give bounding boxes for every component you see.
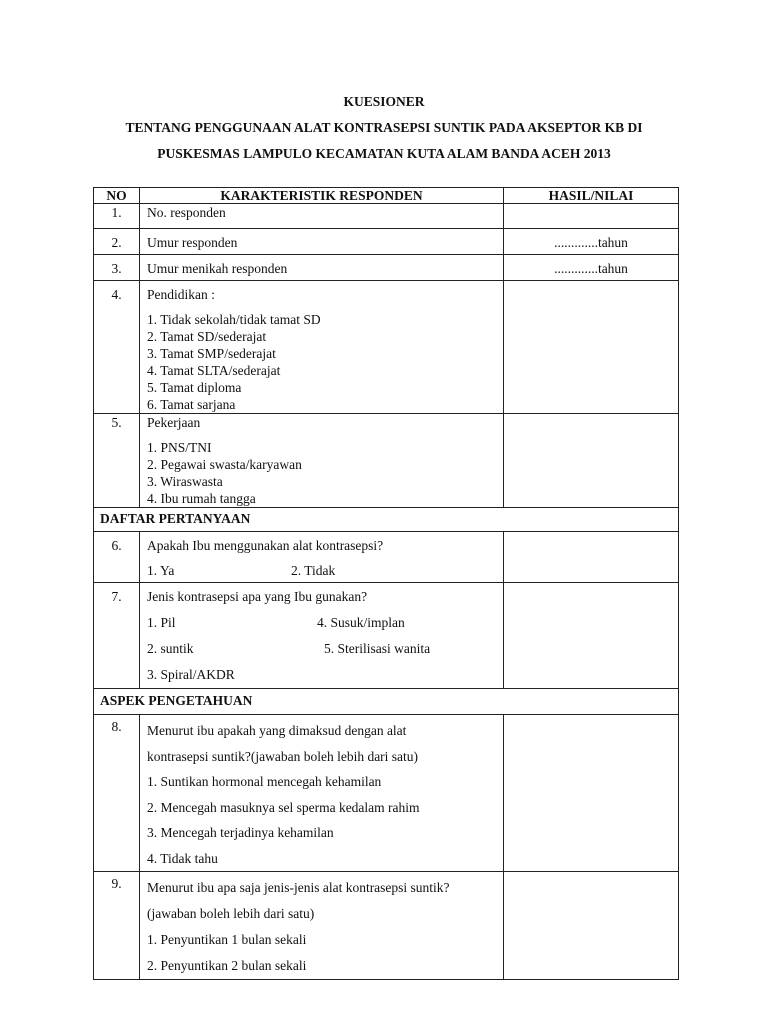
answer-cell[interactable]: .............tahun [504,229,679,255]
question-text: Jenis kontrasepsi apa yang Ibu gunakan? [147,589,368,604]
question-text: kontrasepsi suntik?(jawaban boleh lebih dari satu) [147,748,419,764]
row-number: 3. [94,255,140,281]
option-item: 3. Mencegah terjadinya kehamilan [147,825,334,840]
section-heading: DAFTAR PERTANYAAN [94,508,679,532]
answer-cell[interactable] [504,715,679,872]
answer-cell[interactable] [504,204,679,229]
question-text: Menurut ibu apakah yang dimaksud dengan alat [147,723,407,738]
doc-subtitle-1: TENTANG PENGGUNAAN ALAT KONTRASEPSI SUNTIK PADA AKSEPTOR KB DI [125,120,643,135]
table-row [94,414,679,508]
option-item: 4. Tidak tahu [147,850,218,866]
row-number: 6. [94,532,140,583]
col-result-header: HASIL/NILAI [504,188,679,204]
option-item: 2. suntik [147,641,194,656]
question-cell [140,583,504,689]
answer-cell[interactable] [504,414,679,508]
section-heading: ASPEK PENGETAHUAN [94,689,679,715]
question-cell [140,414,504,508]
option-item: 2. Tidak [291,563,336,578]
section-row [94,508,679,532]
question-text: Pekerjaan [147,415,201,430]
table-row [94,204,679,229]
answer-cell[interactable] [504,583,679,689]
question-cell [140,532,504,583]
doc-title: KUESIONER [343,94,425,109]
option-item: 3. Wiraswasta [147,474,223,489]
question-text: Menurut ibu apa saja jenis-jenis alat kontrasepsi suntik? [147,880,450,895]
answer-cell[interactable] [504,281,679,414]
option-item: 1. Suntikan hormonal mencegah kehamilan [147,774,382,789]
option-item: 3. Tamat SMP/sederajat [147,346,276,361]
option-item: 1. Ya [147,563,175,578]
row-number: 9. [94,872,140,980]
row-number: 8. [94,715,140,872]
option-item: 2. Tamat SD/sederajat [147,329,267,344]
option-item: 4. Tamat SLTA/sederajat [147,363,281,378]
row-number: 2. [94,229,140,255]
option-item: 5. Tamat diploma [147,380,242,395]
answer-cell[interactable]: .............tahun [504,255,679,281]
option-item: 2. Pegawai swasta/karyawan [147,457,302,472]
section-row [94,689,679,715]
table-row [94,715,679,872]
question-text: Apakah Ibu menggunakan alat kontrasepsi? [147,538,384,553]
row-number: 5. [94,414,140,508]
option-item: 1. Penyuntikan 1 bulan sekali [147,932,307,947]
col-characteristics-header: KARAKTERISTIK RESPONDEN [140,188,504,204]
col-no-header: NO [94,188,140,204]
option-item: 5. Sterilisasi wanita [324,641,431,656]
option-item: 1. Tidak sekolah/tidak tamat SD [147,312,321,327]
question-text: No. responden [140,204,504,229]
table-row [94,229,679,255]
option-item: 4. Ibu rumah tangga [147,491,256,506]
option-item: 6. Tamat sarjana [147,397,236,412]
row-number: 4. [94,281,140,414]
table-row [94,583,679,689]
option-item: 4. Susuk/implan [317,615,405,630]
table-row [94,872,679,980]
question-cell [140,715,504,872]
option-item: 2. Penyuntikan 2 bulan sekali [147,958,307,973]
table-row [94,281,679,414]
question-text: (jawaban boleh lebih dari satu) [147,906,315,921]
option-item: 1. Pil [147,615,176,630]
question-cell [140,872,504,980]
answer-cell[interactable] [504,532,679,583]
table-row [94,532,679,583]
row-number: 1. [94,204,140,229]
question-cell [140,281,504,414]
question-text: Umur menikah responden [140,255,504,281]
row-number: 7. [94,583,140,689]
table-header-row [94,188,679,204]
doc-subtitle-2: PUSKESMAS LAMPULO KECAMATAN KUTA ALAM BANDA ACEH 2013 [157,146,611,161]
option-item: 1. PNS/TNI [147,440,212,455]
option-item: 2. Mencegah masuknya sel sperma kedalam rahim [147,799,420,815]
table-row [94,255,679,281]
answer-cell[interactable] [504,872,679,980]
option-item: 3. Spiral/AKDR [147,667,235,682]
question-text: Pendidikan : [147,287,215,302]
question-text: Umur responden [140,229,504,255]
questionnaire-table [93,187,679,980]
